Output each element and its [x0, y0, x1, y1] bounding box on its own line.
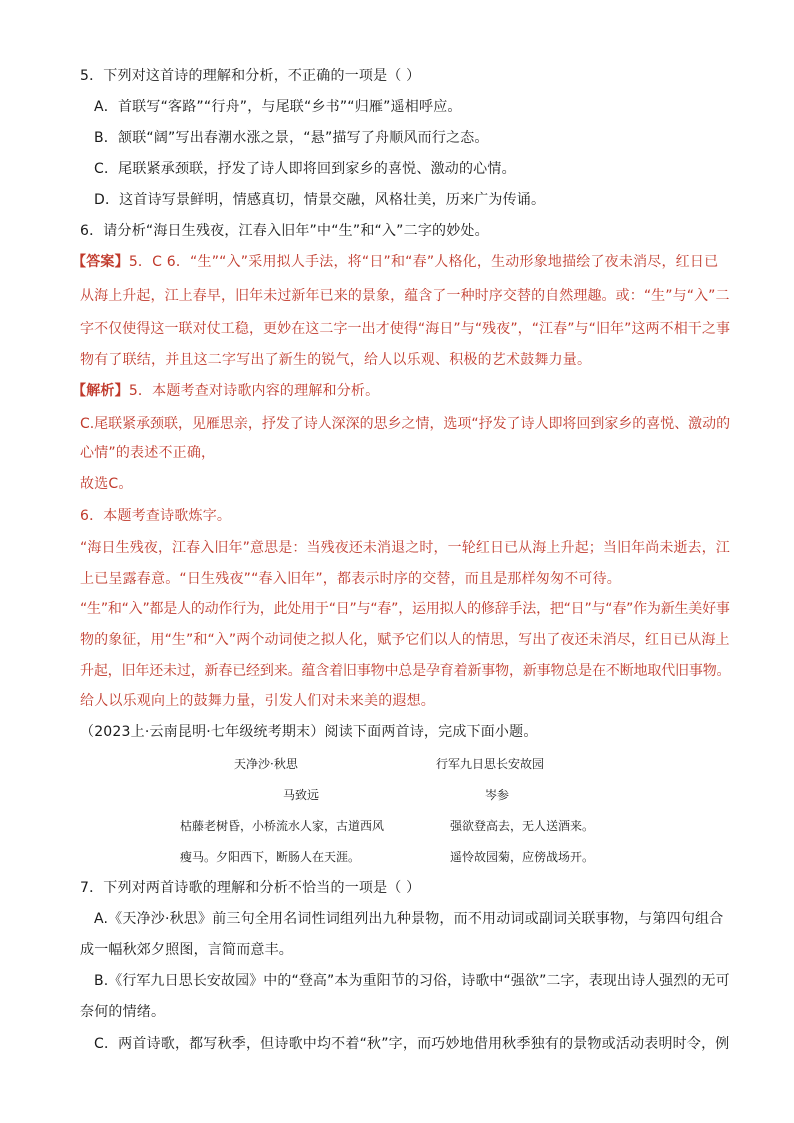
analysis-line-4: 故选C。 — [80, 476, 133, 492]
answer-line-1 — [72, 252, 718, 272]
question-7-option-a-line-2: 成一幅秋郊夕照图，言简而意丰。 — [80, 942, 293, 958]
analysis-tag: 【解析】 — [72, 383, 129, 399]
poem-2-title: 行军九日思长安故园 — [436, 757, 545, 771]
poem-2-line-1: 强欲登高去，无人送酒来。 — [450, 819, 595, 833]
answer-line-3: 字不仅使得这一联对仗工稳，更妙在这二字一出才使得“海日”与“残夜”，“江春”与“旧年”这两不相干之事 — [80, 321, 731, 337]
analysis-line-10: 升起，旧年还未过，新春已经到来。蕴含着旧事物中总是孕育着新事物，新事物总是在不断地取代旧事物。 — [80, 663, 731, 679]
analysis-line-5: 6．本题考查诗歌炼字。 — [80, 508, 232, 524]
question-5-option-b: B．颔联“阔”写出春潮水涨之景，“悬”描写了舟顺风而行之态。 — [94, 130, 489, 146]
question-7-stem: 7．下列对两首诗歌的理解和分析不恰当的一项是（ ） — [80, 880, 421, 896]
analysis-line-11: 给人以乐观向上的鼓舞力量，引发人们对未来美的遐想。 — [80, 693, 435, 709]
question-5-option-a: A．首联写“客路”“行舟”，与尾联“乡书”“归雁”遥相呼应。 — [94, 99, 462, 115]
question-5-option-c: C．尾联紧承颈联，抒发了诗人即将回到家乡的喜悦、激动的心情。 — [94, 161, 516, 177]
poem-1-line-1: 枯藤老树昏，小桥流水人家，古道西风 — [180, 819, 385, 833]
question-7-option-b-line-2: 奈何的情绪。 — [80, 1004, 166, 1020]
analysis-line-7: 上已呈露春意。“日生残夜”“春入旧年”，都表示时序的交替，而且是那样匆匆不可待。 — [80, 571, 622, 587]
answer-text-1: 5．C 6．“生”“入”采用拟人手法，将“日”和“春”人格化，生动形象地描绘了夜未消尽，红日已 — [128, 254, 719, 270]
question-7-option-b-line-1: B.《行军九日思长安故园》中的“登高”本为重阳节的习俗，诗歌中“强欲”二字，表现出诗人强烈的无可 — [94, 973, 730, 989]
analysis-line-2: C.尾联紧承颈联，见雁思亲，抒发了诗人深深的思乡之情，选项“抒发了诗人即将回到家乡的喜悦、激动的 — [80, 416, 731, 432]
question-5-option-d: D．这首诗写景鲜明，情感真切，情景交融，风格壮美，历来广为传诵。 — [94, 192, 546, 208]
poem-1-title: 天净沙·秋思 — [234, 757, 298, 771]
analysis-line-9: 物的象征，用“生”和“入”两个动词使之拟人化，赋予它们以人的情思，写出了夜还未消尽，红日已从海上 — [80, 632, 730, 648]
answer-tag: 【答案】 — [72, 254, 129, 270]
analysis-line-8: “生”和“入”都是人的动作行为，此处用于“日”与“春”，运用拟人的修辞手法，把“日”与“春”作为新生美好事 — [80, 601, 730, 617]
question-7-option-a-line-1: A.《天净沙·秋思》前三句全用名词性词组列出九种景物，而不用动词或副词关联事物，与第四句组合 — [94, 911, 724, 927]
question-5-stem: 5．下列对这首诗的理解和分析，不正确的一项是（ ） — [80, 68, 421, 84]
poem-2-line-2: 遥怜故园菊，应傍战场开。 — [450, 850, 595, 864]
poem-1-line-2: 瘦马。夕阳西下，断肠人在天涯。 — [180, 850, 361, 864]
source-line: （2023上·云南昆明·七年级统考期末）阅读下面两首诗，完成下面小题。 — [80, 724, 538, 740]
question-6-stem: 6．请分析“海日生残夜，江春入旧年”中“生”和“入”二字的妙处。 — [80, 223, 489, 239]
poem-1-author: 马致远 — [283, 788, 320, 802]
question-7-option-c-line-1: C．两首诗歌，都写秋季，但诗歌中均不着“秋”字，而巧妙地借用秋季独有的景物或活动表明时令，例 — [94, 1036, 730, 1052]
analysis-line-3: 心情”的表述不正确， — [80, 445, 216, 461]
answer-line-2: 从海上升起，江上春早，旧年未过新年已来的景象，蕴含了一种时序交替的自然理趣。或：“生”与“入”二 — [80, 288, 730, 304]
analysis-line-6: “海日生残夜，江春入旧年”意思是：当残夜还未消退之时，一轮红日已从海上升起；当旧年尚未逝去，江 — [80, 540, 730, 556]
poem-2-author: 岑参 — [485, 788, 510, 802]
analysis-line-1 — [72, 381, 379, 401]
answer-line-4: 物有了联结，并且这二字写出了新生的锐气，给人以乐观、积极的艺术鼓舞力量。 — [80, 352, 592, 368]
analysis-text-1: 5．本题考查对诗歌内容的理解和分析。 — [128, 383, 380, 399]
